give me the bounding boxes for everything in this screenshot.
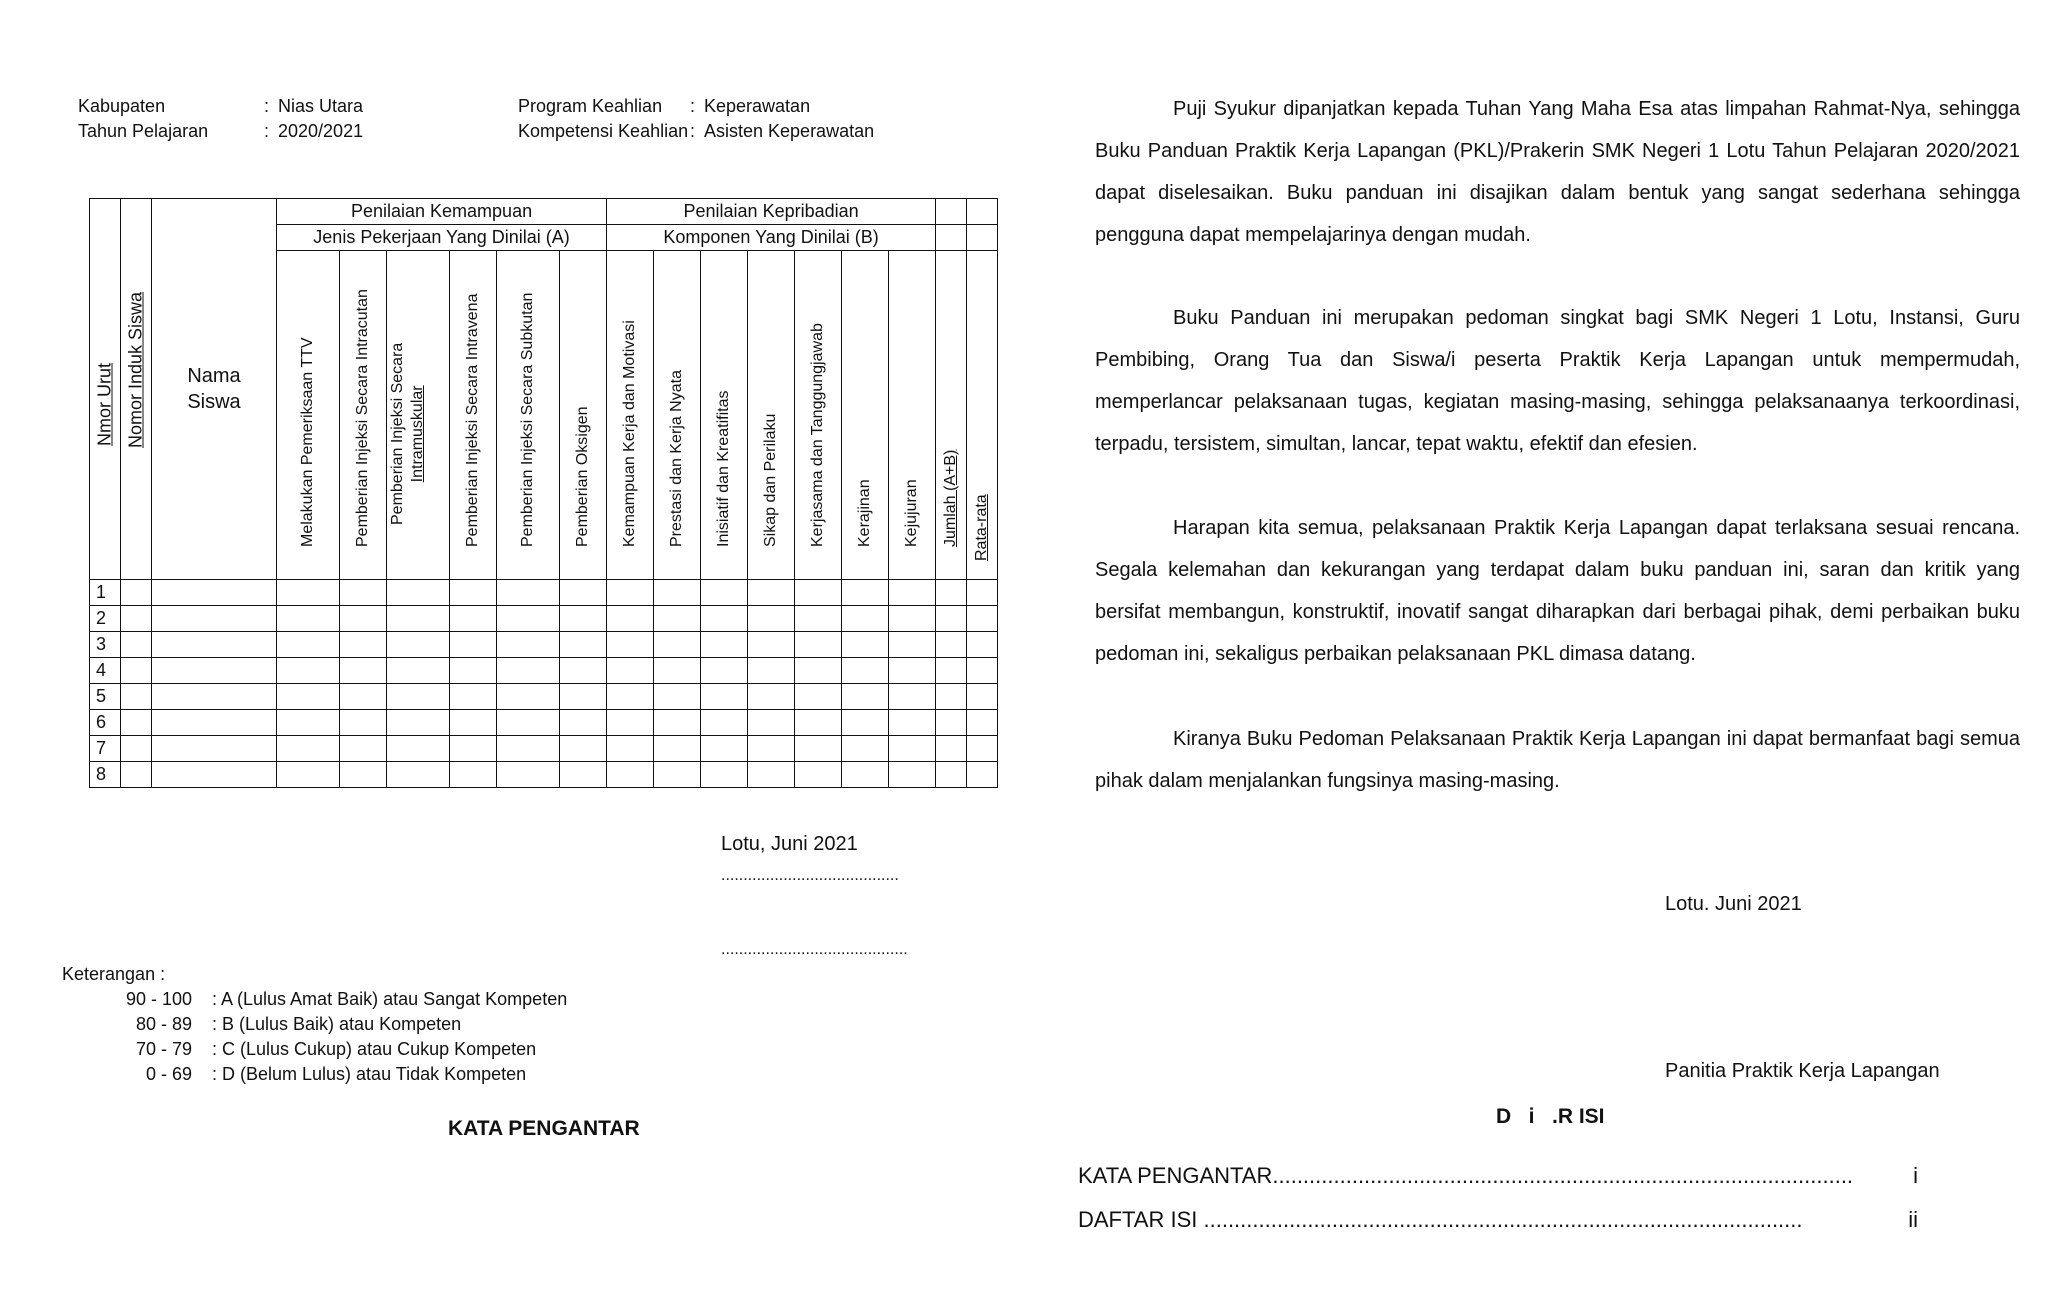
col-a3-line2: Intramuskular — [409, 385, 426, 483]
identity-block — [78, 94, 363, 144]
table-cell — [889, 710, 936, 736]
daftar-isi-title: D i .R ISI — [1496, 1105, 1605, 1128]
program-block — [518, 94, 874, 144]
col-b7-label: Kejujuran — [903, 479, 921, 547]
col-a4-label: Pemberian Injeksi Secara Intravena — [464, 293, 481, 547]
committee-name: Panitia Praktik Kerja Lapangan — [1665, 1060, 1940, 1082]
table-cell — [277, 736, 340, 762]
row-number: 2 — [90, 606, 121, 632]
table-cell — [387, 684, 450, 710]
ket-desc: : A (Lulus Amat Baik) atau Sangat Kompeten — [212, 989, 568, 1009]
table-row — [90, 580, 998, 606]
table-cell — [654, 580, 701, 606]
table-cell — [654, 736, 701, 762]
table-cell — [152, 658, 277, 684]
toc-page-number: i — [1913, 1163, 1918, 1188]
tahun-value: 2020/2021 — [278, 121, 364, 141]
table-row — [90, 736, 998, 762]
row-number: 5 — [90, 684, 121, 710]
table-cell — [654, 684, 701, 710]
table-cell — [842, 632, 889, 658]
table-cell — [497, 762, 560, 788]
table-cell — [654, 762, 701, 788]
table-cell — [121, 632, 152, 658]
table-cell — [152, 632, 277, 658]
table-row — [90, 710, 998, 736]
preface-text: Puji Syukur dipanjatkan kepada Tuhan Yang Maha Esa atas limpahan Rahmat-Nya, sehingga Buku Panduan Praktik Kerja Lapangan (PKL)/Prakerin SMK Negeri 1 Lotu Tahun Pelajaran 2020/2021 dapat diselesaikan. Buku panduan ini disajikan dalam bentuk yang sangat sederhana sehingga pengguna dapat mempelajarinya dengan mudah. — [1095, 98, 2020, 246]
table-cell — [748, 710, 795, 736]
table-cell — [795, 684, 842, 710]
table-cell — [842, 736, 889, 762]
col-b2 — [654, 251, 701, 580]
table-cell — [842, 580, 889, 606]
table-cell — [967, 684, 998, 710]
preface-paragraph-4 — [1095, 718, 2020, 802]
table-cell — [936, 684, 967, 710]
keterangan-block — [62, 962, 567, 1087]
table-cell — [748, 684, 795, 710]
table-cell — [795, 658, 842, 684]
table-cell — [340, 632, 387, 658]
table-cell — [967, 710, 998, 736]
preface-paragraph-2 — [1095, 297, 2020, 465]
col-b7 — [889, 251, 936, 580]
table-cell — [748, 762, 795, 788]
table-cell — [967, 606, 998, 632]
col-a5 — [497, 251, 560, 580]
col-b4-label: Sikap dan Perilaku — [762, 413, 780, 547]
nama-line2: Siswa — [187, 391, 241, 413]
table-cell — [340, 684, 387, 710]
row-number: 7 — [90, 736, 121, 762]
col-nomor-induk-label: Nomor Induk Siswa — [125, 291, 146, 448]
keterangan-title: Keterangan : — [62, 964, 166, 984]
table-cell — [842, 684, 889, 710]
table-cell — [701, 606, 748, 632]
table-cell — [607, 606, 654, 632]
group-a-sub: Jenis Pekerjaan Yang Dinilai (A) — [277, 225, 607, 251]
colon: : — [690, 121, 696, 141]
table-cell — [152, 762, 277, 788]
table-cell — [340, 736, 387, 762]
table-row — [90, 606, 998, 632]
ket-range: 80 - 89 — [135, 1014, 192, 1034]
table-cell — [152, 684, 277, 710]
table-cell — [387, 710, 450, 736]
table-cell — [967, 736, 998, 762]
table-cell — [936, 658, 967, 684]
table-cell — [842, 606, 889, 632]
col-nama — [152, 199, 277, 580]
kompetensi-value: Asisten Keperawatan — [704, 121, 875, 141]
table-cell — [277, 684, 340, 710]
nama-line1: Nama — [187, 365, 241, 387]
toc-entry[interactable] — [1078, 1163, 1918, 1189]
table-cell — [889, 632, 936, 658]
table-cell — [748, 580, 795, 606]
table-cell — [795, 762, 842, 788]
toc-label — [1078, 1207, 1858, 1233]
group-b-title: Penilaian Kepribadian — [607, 199, 936, 225]
table-cell — [936, 580, 967, 606]
table-cell — [795, 710, 842, 736]
table-cell — [654, 658, 701, 684]
col-rata — [967, 251, 998, 580]
blank-cell — [936, 225, 967, 251]
table-cell — [607, 658, 654, 684]
col-a6-label: Pemberian Oksigen — [574, 406, 592, 547]
table-cell — [889, 684, 936, 710]
col-b1 — [607, 251, 654, 580]
toc-label — [1078, 1163, 1858, 1189]
table-cell — [889, 762, 936, 788]
table-cell — [450, 762, 497, 788]
table-cell — [701, 658, 748, 684]
table-cell — [450, 606, 497, 632]
table-cell — [121, 736, 152, 762]
ket-desc: : B (Lulus Baik) atau Kompeten — [212, 1014, 462, 1034]
table-cell — [748, 736, 795, 762]
table-cell — [654, 606, 701, 632]
table-cell — [277, 632, 340, 658]
table-cell — [152, 606, 277, 632]
table-row — [90, 762, 998, 788]
toc-label-text: KATA PENGANTAR — [1078, 1163, 1273, 1188]
table-cell — [497, 710, 560, 736]
col-b6-label: Kerajinan — [856, 479, 874, 547]
table-cell — [560, 632, 607, 658]
table-cell — [889, 658, 936, 684]
table-cell — [607, 710, 654, 736]
blank-cell — [936, 199, 967, 225]
colon: : — [690, 96, 696, 116]
keterangan-item — [62, 1012, 567, 1037]
table-cell — [701, 632, 748, 658]
col-a2-label: Pemberian Injeksi Secara Intracutan — [354, 289, 371, 547]
table-cell — [701, 684, 748, 710]
table-cell — [497, 606, 560, 632]
table-row — [90, 658, 998, 684]
table-cell — [387, 658, 450, 684]
table-cell — [967, 658, 998, 684]
col-rata-label: Rata-rata — [973, 494, 991, 561]
table-cell — [560, 606, 607, 632]
table-cell — [497, 736, 560, 762]
table-row — [90, 632, 998, 658]
table-cell — [701, 762, 748, 788]
table-cell — [497, 658, 560, 684]
table-cell — [387, 762, 450, 788]
table-row — [90, 684, 998, 710]
table-cell — [607, 684, 654, 710]
table-cell — [121, 762, 152, 788]
table-cell — [889, 606, 936, 632]
table-cell — [654, 632, 701, 658]
table-cell — [497, 632, 560, 658]
table-cell — [560, 762, 607, 788]
table-cell — [277, 658, 340, 684]
table-cell — [340, 762, 387, 788]
table-cell — [795, 736, 842, 762]
col-a1-label: Melakukan Pemeriksaan TTV — [299, 337, 316, 547]
col-a4 — [450, 251, 497, 580]
table-cell — [560, 658, 607, 684]
table-cell — [152, 580, 277, 606]
row-number: 3 — [90, 632, 121, 658]
col-a3-line1: Pemberian Injeksi Secara — [389, 342, 406, 525]
col-a1 — [277, 251, 340, 580]
keterangan-item — [62, 1062, 567, 1087]
table-cell — [340, 606, 387, 632]
table-cell — [936, 632, 967, 658]
col-a5-label: Pemberian Injeksi Secara Subkutan — [519, 292, 536, 547]
table-cell — [936, 710, 967, 736]
kabupaten-label: Kabupaten — [78, 96, 166, 116]
left-signature-dots-2: .......................................... — [721, 941, 908, 958]
table-cell — [842, 762, 889, 788]
table-cell — [121, 606, 152, 632]
table-cell — [450, 632, 497, 658]
table-cell — [387, 736, 450, 762]
table-cell — [497, 684, 560, 710]
table-cell — [889, 580, 936, 606]
blank-cell — [967, 199, 998, 225]
toc-page-number: ii — [1908, 1207, 1918, 1232]
col-a3-label — [388, 343, 428, 525]
table-cell — [889, 736, 936, 762]
preface-paragraph-3 — [1095, 507, 2020, 675]
table-cell — [121, 710, 152, 736]
table-cell — [277, 606, 340, 632]
table-cell — [450, 710, 497, 736]
ket-range: 0 - 69 — [145, 1064, 192, 1084]
col-nomor-urut — [90, 199, 121, 580]
table-cell — [560, 580, 607, 606]
col-a3 — [387, 251, 450, 580]
left-signature-dots-1: ........................................ — [721, 867, 899, 884]
table-cell — [387, 580, 450, 606]
table-cell — [936, 736, 967, 762]
toc-leader-dots: .................................................................................................. — [1203, 1207, 1803, 1232]
preface-text: Harapan kita semua, pelaksanaan Praktik Kerja Lapangan dapat terlaksana sesuai rencana. Segala kelemahan dan kekurangan yang terdapat dalam buku panduan ini, saran dan kritik yang bersifat membangun, konstruktif, inovatif sangat diharapkan dari berbagai pihak, demi perbaikan buku pedoman ini, sekaligus perbaikan pelaksanaan PKL dimasa datang. — [1095, 517, 2020, 665]
table-cell — [450, 736, 497, 762]
table-cell — [701, 736, 748, 762]
table-cell — [340, 710, 387, 736]
tahun-label: Tahun Pelajaran — [78, 121, 209, 141]
table-cell — [701, 580, 748, 606]
assessment-table — [89, 198, 998, 788]
table-cell — [748, 606, 795, 632]
table-cell — [967, 762, 998, 788]
table-cell — [277, 762, 340, 788]
col-b3-label: Inisiatif dan Kreatifitas — [715, 390, 733, 547]
table-cell — [450, 658, 497, 684]
toc-entry[interactable] — [1078, 1207, 1918, 1233]
kata-pengantar-title: KATA PENGANTAR — [448, 1117, 640, 1140]
table-cell — [607, 632, 654, 658]
col-nomor-urut-label: Nmor Urut — [94, 362, 115, 446]
row-number: 4 — [90, 658, 121, 684]
table-cell — [560, 736, 607, 762]
table-cell — [967, 632, 998, 658]
col-b3 — [701, 251, 748, 580]
col-b4 — [748, 251, 795, 580]
col-b2-label: Prestasi dan Kerja Nyata — [668, 370, 686, 547]
preface-text: Kiranya Buku Pedoman Pelaksanaan Praktik Kerja Lapangan ini dapat bermanfaat bagi semua pihak dalam menjalankan fungsinya masing-masing. — [1095, 728, 2020, 792]
row-number: 1 — [90, 580, 121, 606]
table-cell — [967, 580, 998, 606]
col-b6 — [842, 251, 889, 580]
col-jumlah — [936, 251, 967, 580]
right-place-date: Lotu. Juni 2021 — [1665, 893, 1802, 915]
table-cell — [497, 580, 560, 606]
row-number: 6 — [90, 710, 121, 736]
table-cell — [607, 580, 654, 606]
table-cell — [607, 736, 654, 762]
col-jumlah-label: Jumlah (A+B) — [942, 449, 960, 547]
table-cell — [560, 710, 607, 736]
table-cell — [654, 710, 701, 736]
table-cell — [795, 606, 842, 632]
table-cell — [450, 684, 497, 710]
table-cell — [121, 658, 152, 684]
group-a-title: Penilaian Kemampuan — [277, 199, 607, 225]
table-cell — [748, 658, 795, 684]
ket-range: 90 - 100 — [125, 989, 192, 1009]
col-b5 — [795, 251, 842, 580]
preface-text: Buku Panduan ini merupakan pedoman singkat bagi SMK Negeri 1 Lotu, Instansi, Guru Pembibing, Orang Tua dan Siswa/i peserta Praktik Kerja Lapangan untuk mempermudah, memperlancar pelaksanaan tugas, kegiatan masing-masing, sehingga pelaksanaanya terkoordinasi, terpadu, tersistem, simultan, lancar, tepat waktu, efektif dan efesien. — [1095, 307, 2020, 455]
ket-range: 70 - 79 — [135, 1039, 192, 1059]
col-b5-label: Kerjasama dan Tanggungjawab — [809, 323, 827, 547]
program-label: Program Keahlian — [518, 96, 663, 116]
table-cell — [152, 710, 277, 736]
program-value: Keperawatan — [704, 96, 811, 116]
group-b-sub: Komponen Yang Dinilai (B) — [607, 225, 936, 251]
table-cell — [387, 632, 450, 658]
ket-desc: : D (Belum Lulus) atau Tidak Kompeten — [212, 1064, 527, 1084]
table-cell — [560, 684, 607, 710]
table-cell — [152, 736, 277, 762]
col-a6 — [560, 251, 607, 580]
table-cell — [450, 580, 497, 606]
toc-leader-dots: ............................................................................................... — [1272, 1163, 1854, 1188]
colon: : — [264, 96, 270, 116]
keterangan-item — [62, 987, 567, 1012]
toc-label-text: DAFTAR ISI — [1078, 1207, 1204, 1232]
blank-cell — [967, 225, 998, 251]
col-a2 — [340, 251, 387, 580]
kompetensi-label: Kompetensi Keahlian — [518, 121, 689, 141]
table-cell — [795, 580, 842, 606]
table-cell — [121, 684, 152, 710]
table-cell — [936, 606, 967, 632]
table-cell — [842, 658, 889, 684]
table-cell — [277, 710, 340, 736]
table-cell — [842, 710, 889, 736]
table-cell — [277, 580, 340, 606]
table-cell — [795, 632, 842, 658]
table-cell — [387, 606, 450, 632]
table-cell — [748, 632, 795, 658]
colon: : — [264, 121, 270, 141]
keterangan-item — [62, 1037, 567, 1062]
col-nomor-induk — [121, 199, 152, 580]
row-number: 8 — [90, 762, 121, 788]
table-cell — [936, 762, 967, 788]
table-cell — [340, 580, 387, 606]
preface-paragraph-1 — [1095, 88, 2020, 256]
table-cell — [701, 710, 748, 736]
col-b1-label: Kemampuan Kerja dan Motivasi — [621, 320, 639, 547]
left-place-date: Lotu, Juni 2021 — [721, 833, 858, 855]
table-cell — [340, 658, 387, 684]
table-cell — [607, 762, 654, 788]
kabupaten-value: Nias Utara — [278, 96, 364, 116]
ket-desc: : C (Lulus Cukup) atau Cukup Kompeten — [212, 1039, 537, 1059]
table-cell — [121, 580, 152, 606]
